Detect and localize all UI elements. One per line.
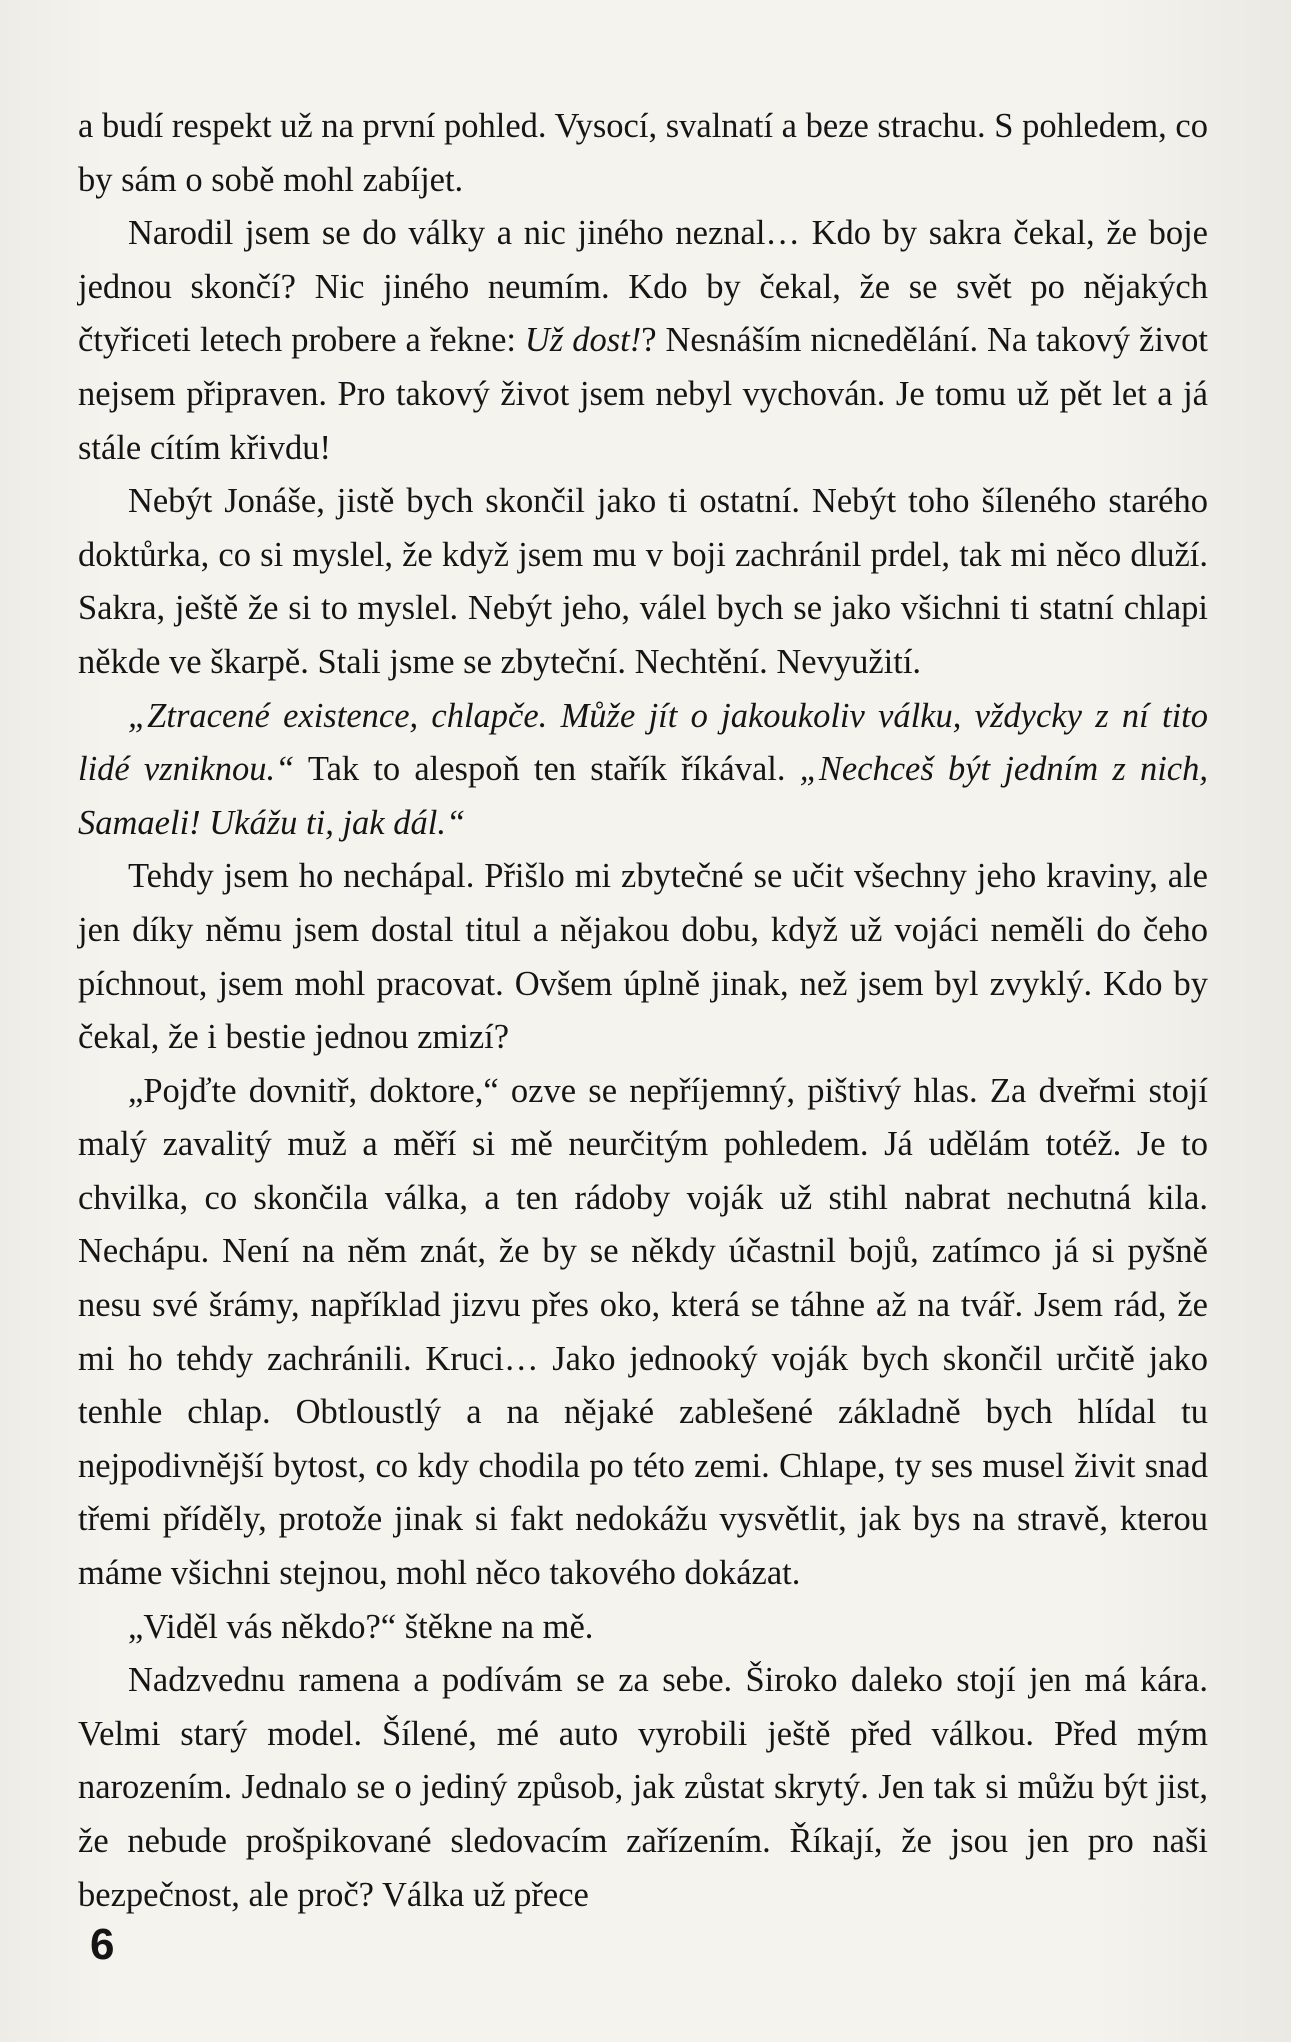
segment-italic: Už dost! [524,321,642,360]
segment: Narodil jsem se do války a nic jiného neznal… Kdo by sakra čekal, že boje jednou skončí? Nic jiného neumím. Kdo by čekal, že se svět po nějakých čtyřiceti letech probere a řekne: [78,214,1208,360]
paragraph-2 [78,207,1208,475]
paragraph-5 [78,850,1208,1064]
paragraph-1 [78,100,1208,207]
segment: Nebýt Jonáše, jistě bych skončil jako ti ostatní. Nebýt toho šíleného starého doktůrka, co si myslel, že když jsem mu v boji zachránil prdel, tak mi něco dluží. Sakra, ještě že si to myslel. Nebýt jeho, válel bych se jako všichni ti statní chlapi někde ve škarpě. Stali jsme se zbyteční. Nechtění. Nevyužití. [78,482,1208,681]
paragraph-3 [78,475,1208,689]
segment: Tak to alespoň ten stařík říkával. [294,750,800,789]
segment: Tehdy jsem ho nechápal. Přišlo mi zbytečné se učit všechny jeho kraviny, ale jen díky němu jsem dostal titul a nějakou dobu, když už vojáci neměli do čeho píchnout, jsem mohl pracovat. Ovšem úplně jinak, než jsem byl zvyklý. Kdo by čekal, že i bestie jednou zmizí? [78,857,1208,1057]
page-number: 6 [90,1920,115,1969]
segment: a budí respekt už na první pohled. Vysocí, svalnatí a beze strachu. S pohledem, co by sám o sobě mohl zabíjet. [78,107,1208,199]
segment: „Viděl vás někdo?“ štěkne na mě. [128,1607,594,1646]
segment: „Pojďte dovnitř, doktore,“ ozve se nepříjemný, pištivý hlas. Za dveřmi stojí malý zavalitý muž a měří si mě neurčitým pohledem. Já udělám totéž. Je to chvilka, co skončila válka, a ten rádoby voják už stihl nabrat nechutná kila. Nechápu. Není na něm znát, že by se někdy účastnil bojů, zatímco já si pyšně nesu své šrámy, například jizvu přes oko, která se táhne až na tvář. Jsem rád, že mi ho tehdy zachránili. Kruci… Jako jednooký voják bych skončil určitě jako tenhle chlap. Obtloustlý a na nějaké zablešené základně bych hlídal tu nejpodivnější bytost, co kdy chodila po této zemi. Chlape, ty ses musel živit snad třemi příděly, protože jinak si fakt nedokážu vysvětlit, jak bys na stravě, kterou máme všichni stejnou, mohl něco takového dokázat. [78,1071,1208,1593]
segment-italic: „Nechceš být jedním z nich, Samaeli! Ukážu ti, jak dál.“ [78,750,1208,842]
segment: Nadzvednu ramena a podívám se za sebe. Široko daleko stojí jen má kára. Velmi starý model. Šílené, mé auto vyrobili ještě před válkou. Před mým narozením. Jednalo se o jediný způsob, jak zůstat skrytý. Jen tak si můžu být jist, že nebude prošpikované sledovacím zařízením. Říkají, že jsou jen pro naši bezpečnost, ale proč? Válka už přece [78,1661,1208,1914]
segment: ? Nesnáším nicnedělání. Na takový život nejsem připraven. Pro takový život jsem nebyl vychován. Je tomu už pět let a já stále cítím křivdu! [78,321,1208,467]
paragraph-6 [78,1065,1208,1601]
paragraph-7 [78,1601,1208,1655]
segment-italic: „Ztracené existence, chlapče. Může jít o jakoukoliv válku, vždycky z ní tito lidé vzniknou.“ [78,696,1208,789]
body-text [78,100,1208,1922]
paragraph-4 [78,690,1208,851]
paragraph-8 [78,1654,1208,1922]
